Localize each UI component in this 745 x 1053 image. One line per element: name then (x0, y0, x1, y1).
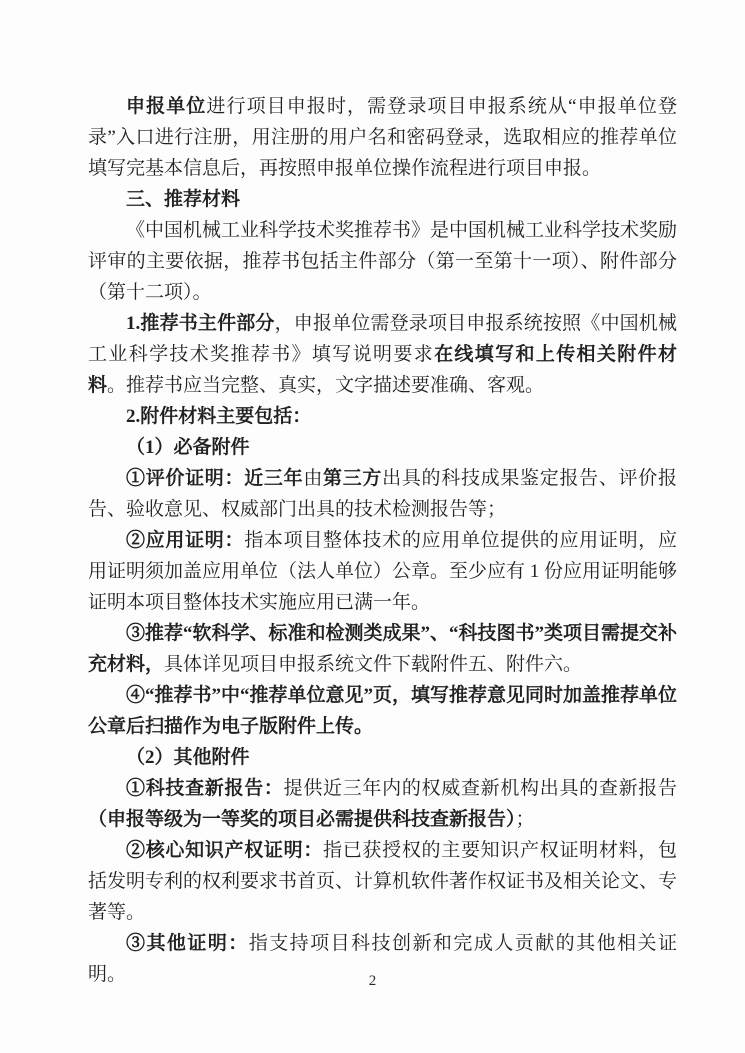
text-run: 《中国机械工业科学技术奖推荐书》是中国机械工业科学技术奖励评审的主要依据，推荐书包括主件部分（第一至第十一项）、附件部分（第十二项）。 (88, 220, 678, 303)
para-main-part (88, 308, 677, 401)
text-run: ； (515, 809, 535, 830)
document-body (88, 91, 677, 990)
para-soft-science-supplement (88, 618, 677, 680)
heading-section-three (88, 184, 677, 215)
page-number: 2 (368, 973, 377, 989)
text-run: 。推荐书应当完整、真实，文字描述要准确、客观。 (107, 375, 545, 396)
text-run: ，申报单位需登录项目申报系统按照《中国机械工业科学技术奖推荐书》填写说明要求 (88, 313, 677, 365)
page-footer (0, 971, 745, 991)
text-run-bold: ③其他证明： (126, 933, 249, 954)
text-run-bold: ③推荐“软科学、标准和检测类成果”、“科技图书”类项目需提交补充材料， (88, 623, 678, 675)
text-run: 提供近三年内的权威查新机构出具的查新报告 (283, 778, 677, 799)
text-run-bold: 三、推荐材料 (126, 189, 241, 210)
text-run-bold: ①评价证明：近三年 (126, 468, 304, 489)
heading-attachment-materials (88, 401, 677, 432)
text-run-bold: （1）必备附件 (126, 437, 250, 458)
text-run-bold: 申报单位 (126, 96, 207, 117)
text-run-bold: 1.推荐书主件部分 (126, 313, 275, 334)
text-run-bold: （2）其他附件 (126, 747, 250, 768)
para-core-ip-proof (88, 835, 677, 928)
text-run-bold: 第三方 (323, 468, 383, 489)
text-run-bold: （申报等级为一等奖的项目必需提供科技查新报告） (88, 809, 516, 830)
text-run: 指支持项目科技创新和完成人贡献的其他相关证明。 (88, 933, 677, 985)
text-run-bold: ④“推荐书”中“推荐单位意见”页，填写推荐意见同时加盖推荐单位公章后扫描作为电子版附件上传。 (88, 685, 678, 737)
text-run-bold: ②应用证明： (126, 530, 245, 551)
heading-required-attachments (88, 432, 677, 463)
text-run: 指本项目整体技术的应用单位提供的应用证明，应用证明须加盖应用单位（法人单位）公章。至少应有 1 份应用证明能够证明本项目整体技术实施应用已满一年。 (88, 530, 678, 613)
para-evaluation-proof (88, 463, 677, 525)
text-run-bold: 在线填写和上传相关附件材料 (88, 344, 677, 396)
para-application-proof (88, 525, 677, 618)
para-application-flow (88, 91, 677, 184)
heading-other-attachments (88, 742, 677, 773)
text-run: 指已获授权的主要知识产权证明材料，包括发明专利的权利要求书首页、计算机软件著作权证书及相关论文、专著等。 (88, 840, 678, 923)
para-recommendation-opinion-page (88, 680, 677, 742)
para-novelty-search-report (88, 773, 677, 835)
text-run-bold: ②核心知识产权证明： (126, 840, 324, 861)
text-run: 进行项目申报时，需登录项目申报系统从“申报单位登录”入口进行注册，用注册的用户名和密码登录，选取相应的推荐单位填写完基本信息后，再按照申报单位操作流程进行项目申报。 (88, 96, 677, 179)
text-run: 具体详见项目申报系统文件下载附件五、附件六。 (164, 654, 583, 675)
para-recommendation-book (88, 215, 677, 308)
text-run: 由 (303, 468, 324, 489)
text-run: 出具的科技成果鉴定报告、评价报告、验收意见、权威部门出具的技术检测报告等； (88, 468, 677, 520)
text-run-bold: ①科技查新报告： (126, 778, 284, 799)
text-run-bold: 2.附件材料主要包括： (126, 406, 312, 427)
